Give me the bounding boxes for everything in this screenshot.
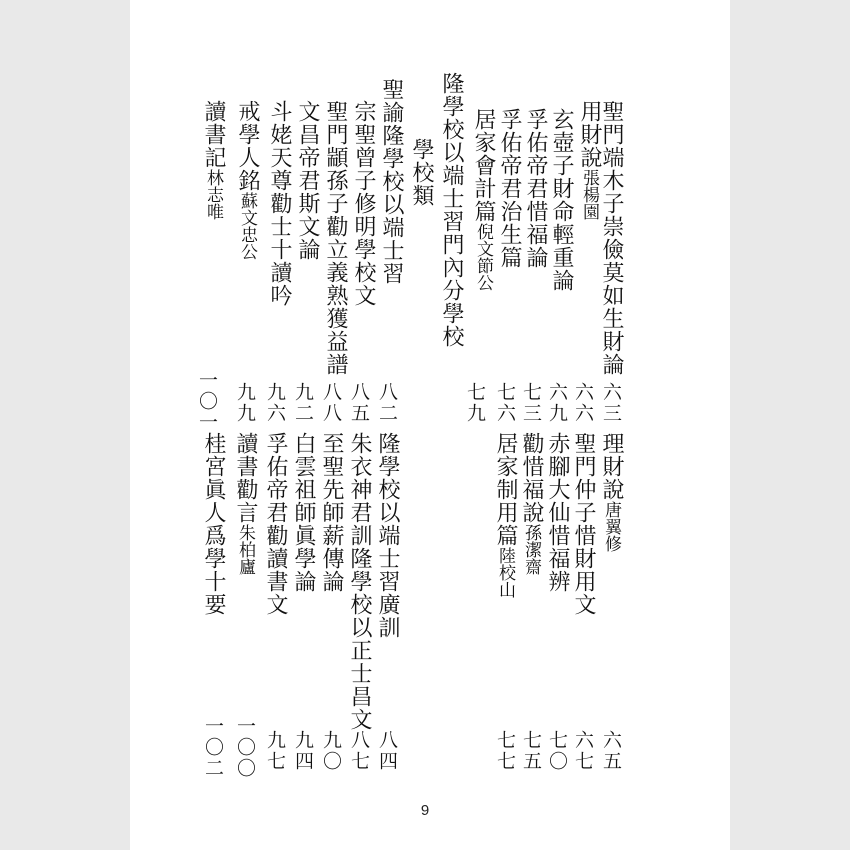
page-ref: 六九 xyxy=(546,382,568,424)
page-ref: 六三 xyxy=(600,382,622,424)
entry-title-text: 用財說 xyxy=(577,100,602,169)
toc-entry-title xyxy=(202,100,224,220)
page-ref: 七〇 xyxy=(546,730,568,772)
entry-title-text: 聖諭隆學校以端士習 xyxy=(379,78,404,285)
entry-title-text: 孚佑帝君勸讀書文 xyxy=(263,432,288,616)
entry-title-text: 讀書記 xyxy=(201,100,226,169)
entry-title-text: 聖門仲子惜財用文 xyxy=(571,432,596,616)
page-ref: 九二 xyxy=(292,382,314,424)
page-ref: 六五 xyxy=(600,730,622,772)
toc-entry-title xyxy=(600,100,622,376)
page-ref: 六六 xyxy=(572,382,594,424)
entry-title-text: 隆學校以端士習廣訓 xyxy=(375,432,400,639)
toc-entry-title xyxy=(348,432,370,731)
page-ref: 九四 xyxy=(292,730,314,772)
entry-author: 陸校山 xyxy=(495,547,515,598)
category-heading xyxy=(410,138,432,207)
entry-title-text: 宗聖曾子修明學校文 xyxy=(351,100,376,307)
entry-title-text: 朱衣神君訓隆學校以正士昌文 xyxy=(347,432,372,731)
toc-entry-title xyxy=(264,432,286,616)
entry-title-text: 孚佑帝君治生篇 xyxy=(497,108,522,269)
page-ref: 七三 xyxy=(520,382,542,424)
toc-entry-title xyxy=(550,108,572,292)
entry-title-text: 至聖先師薪傳論 xyxy=(319,432,344,593)
entry-title-text: 戒學人銘 xyxy=(235,100,260,192)
toc-entry-title xyxy=(572,432,594,616)
page-ref: 九〇 xyxy=(320,730,342,772)
entry-author: 蘇文忠公 xyxy=(237,192,257,260)
page-ref: 八五 xyxy=(348,382,370,424)
entry-author: 倪文節公 xyxy=(473,223,493,291)
section-heading-text: 隆學校以端士習門內分學校 xyxy=(439,72,464,348)
entry-title-text: 孚佑帝君惜福論 xyxy=(523,108,548,269)
toc-entry-title xyxy=(472,108,494,291)
entry-title-text: 文昌帝君斯文論 xyxy=(295,100,320,261)
toc-entry-title xyxy=(546,432,568,593)
toc-entry-title xyxy=(600,432,622,552)
category-heading-text: 學校類 xyxy=(409,138,434,207)
toc-entry-title xyxy=(234,432,256,575)
toc-entry-title xyxy=(320,432,342,593)
toc-entry-title xyxy=(578,100,600,220)
toc-entry-title xyxy=(268,100,290,307)
toc-entry-title xyxy=(324,100,346,376)
page-ref: 九六 xyxy=(264,382,286,424)
entry-title-text: 居家制用篇 xyxy=(493,432,518,547)
entry-title-text: 居家會計篇 xyxy=(471,108,496,223)
entry-author: 朱柏廬 xyxy=(235,524,255,575)
page-ref: 六七 xyxy=(572,730,594,772)
page-ref: 七七 xyxy=(494,730,516,772)
toc-entry-title xyxy=(236,100,258,260)
book-page xyxy=(130,0,730,850)
entry-title-text: 理財說 xyxy=(599,432,624,501)
page-ref: 八八 xyxy=(320,382,342,424)
page-number: 9 xyxy=(420,802,430,819)
page-ref: 一〇二 xyxy=(202,716,224,779)
entry-author: 孫潔齋 xyxy=(521,524,541,575)
page-ref: 八二 xyxy=(376,382,398,424)
entry-author: 唐翼修 xyxy=(601,501,621,552)
entry-title-text: 聖門顓孫子勸立義熟獲益譜 xyxy=(323,100,348,376)
entry-title-text: 桂宮眞人爲學十要 xyxy=(201,432,226,616)
toc-entry-title xyxy=(376,432,398,639)
toc-entry-title xyxy=(520,432,542,575)
page-ref: 九九 xyxy=(234,382,256,424)
entry-title-text: 斗姥天尊勸士十讀吟 xyxy=(267,100,292,307)
page-ref: 一〇〇 xyxy=(234,716,256,779)
toc-entry-title xyxy=(524,108,546,269)
entry-author: 張楊園 xyxy=(579,169,599,220)
section-heading xyxy=(440,72,462,348)
entry-title-text: 勸惜福說 xyxy=(519,432,544,524)
entry-title-text: 讀書勸言 xyxy=(233,432,258,524)
toc-entry-title xyxy=(352,100,374,307)
page-ref: 八七 xyxy=(348,730,370,772)
toc-entry-title xyxy=(494,432,516,598)
entry-title-text: 聖門端木子崇儉莫如生財論 xyxy=(599,100,624,376)
page-ref: 八四 xyxy=(376,730,398,772)
entry-title-text: 玄壺子財命輕重論 xyxy=(549,108,574,292)
page-ref: 七五 xyxy=(520,730,542,772)
page-ref: 一〇一 xyxy=(196,370,218,433)
entry-title-text: 赤腳大仙惜福辨 xyxy=(545,432,570,593)
entry-title-text: 白雲祖師眞學論 xyxy=(291,432,316,593)
page-ref: 七九 xyxy=(464,382,486,424)
toc-entry-title xyxy=(292,432,314,593)
page-ref: 七六 xyxy=(494,382,516,424)
toc-entry-title xyxy=(296,100,318,261)
page-ref: 九七 xyxy=(264,730,286,772)
entry-author: 林志唯 xyxy=(203,169,223,220)
toc-entry-title xyxy=(498,108,520,269)
toc-entry-title xyxy=(202,432,224,616)
toc-entry-title xyxy=(380,78,402,285)
